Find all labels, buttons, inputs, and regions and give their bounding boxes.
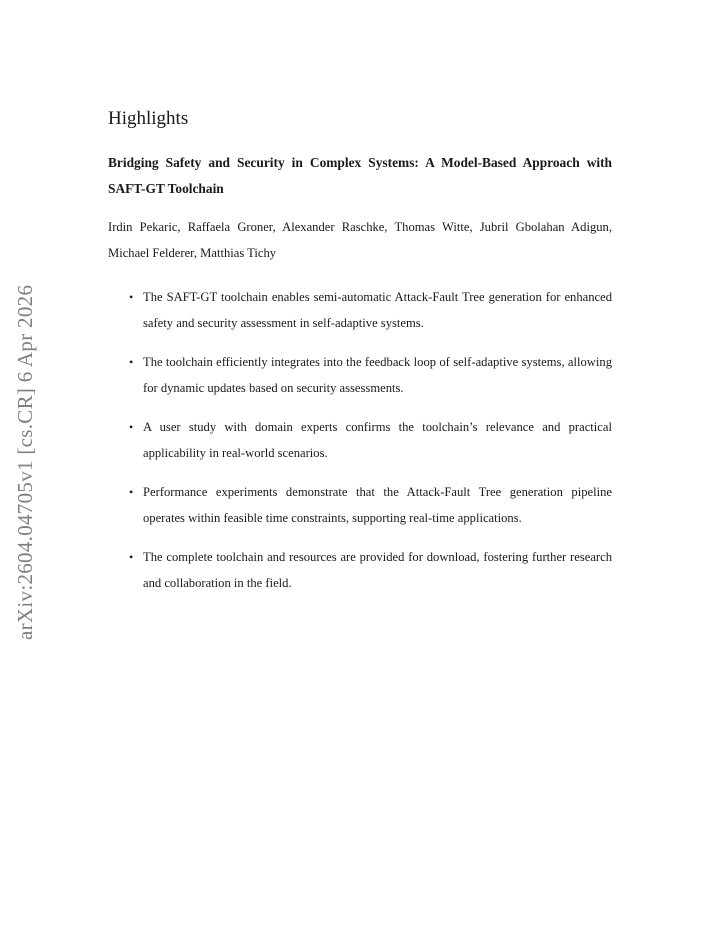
highlight-text: Performance experiments demonstrate that the Attack-Fault Tree generation pipeline operates within feasible time constraints, supporting real-time applications. bbox=[143, 485, 612, 525]
highlight-text: The toolchain efficiently integrates into the feedback loop of self-adaptive systems, allowing for dynamic updates based on security assessments. bbox=[143, 355, 612, 395]
highlights-page bbox=[108, 106, 612, 609]
bullet-icon: • bbox=[129, 290, 134, 304]
author-list: Irdin Pekaric, Raffaela Groner, Alexander Raschke, Thomas Witte, Jubril Gbolahan Adigun, Michael Felderer, Matthias Tichy bbox=[108, 220, 612, 260]
bullet-icon: • bbox=[129, 420, 134, 434]
arxiv-identifier: arXiv:2604.04705v1 [cs.CR] 6 Apr 2026 bbox=[13, 284, 37, 640]
bullet-icon: • bbox=[129, 550, 134, 564]
list-item bbox=[129, 414, 612, 466]
highlight-text: The complete toolchain and resources are provided for download, fostering further research and collaboration in the field. bbox=[143, 550, 612, 590]
section-heading: Highlights bbox=[108, 108, 189, 129]
bullet-icon: • bbox=[129, 485, 134, 499]
highlight-text: The SAFT-GT toolchain enables semi-automatic Attack-Fault Tree generation for enhanced safety and security assessment in self-adaptive systems. bbox=[143, 290, 612, 330]
highlight-text: A user study with domain experts confirms the toolchain’s relevance and practical applicability in real-world scenarios. bbox=[143, 420, 612, 460]
highlights-list bbox=[108, 284, 612, 596]
list-item bbox=[129, 544, 612, 596]
list-item bbox=[129, 479, 612, 531]
bullet-icon: • bbox=[129, 355, 134, 369]
list-item bbox=[129, 349, 612, 401]
paper-title: Bridging Safety and Security in Complex Systems: A Model-Based Approach with SAFT-GT Toolchain bbox=[108, 155, 612, 196]
list-item bbox=[129, 284, 612, 336]
